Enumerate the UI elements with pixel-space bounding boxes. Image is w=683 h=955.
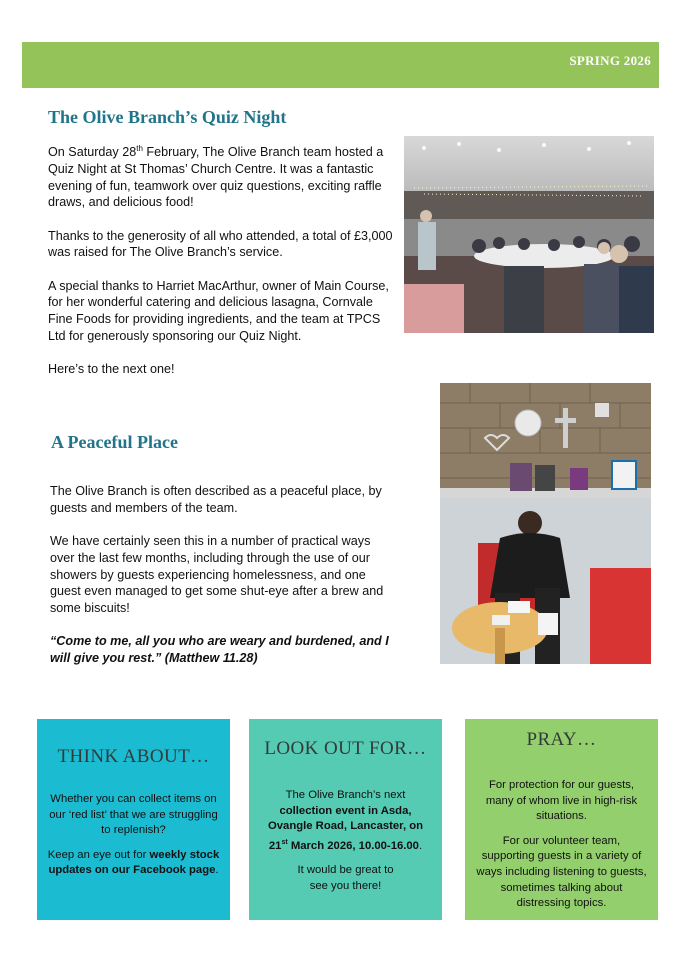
think-about-box	[37, 719, 230, 920]
pray-title: PRAY…	[526, 729, 597, 750]
quiz-paragraph-2: Thanks to the generosity of all who attended, a total of £3,000 was raised for The Olive Branch’s service.	[48, 228, 393, 260]
quiz-paragraph-3: A special thanks to Harriet MacArthur, owner of Main Course, for her wonderful catering and delicious lasagna, Cornvale Fine Foods for providing ingredients, and the team at TPCS Ltd for generously sponsoring our Quiz Night.	[48, 278, 389, 343]
header-bar	[22, 42, 659, 88]
pray-paragraph-1: For protection for our guests, many of whom live in high-risk situations.	[485, 779, 638, 823]
peace-body	[50, 483, 390, 683]
pray-body	[465, 751, 658, 912]
look-out-title: LOOK OUT FOR…	[264, 738, 427, 759]
quiz-paragraph-1: On Saturday 28th February, The Olive Branch team hosted a Quiz Night at St Thomas’ Church Centre. It was a fantastic evening of fun, teamwork over quiz questions, exciting raffle draws, and delicious food!	[48, 144, 384, 210]
peace-quote: “Come to me, all you who are weary and burdened, and I will give you rest.” (Matthew 11.28)	[50, 634, 389, 665]
think-about-paragraph-1: Whether you can collect items on our ‘red list’ that we are struggling to replenish?	[49, 793, 218, 837]
peace-paragraph-2: We have certainly seen this in a number of practical ways over the last few months, including through the use of our showers by guests experiencing homelessness, and one guest even managed to get some shut-eye after a brew and some biscuits!	[50, 534, 384, 615]
season-label: SPRING 2026	[569, 53, 651, 68]
look-out-paragraph-2: It would be great to see you there!	[297, 864, 394, 892]
look-out-paragraph-1: The Olive Branch’s next collection event in Asda, Ovangle Road, Lancaster, on 21st March 2026, 10.00-16.00.	[267, 789, 424, 852]
pray-paragraph-2: For our volunteer team, supporting guests in a variety of ways including listening to guests, sometimes talking about distressing topics.	[476, 834, 647, 910]
quiz-body	[48, 141, 398, 395]
look-out-box	[249, 719, 442, 920]
quiz-title: The Olive Branch’s Quiz Night	[48, 107, 287, 127]
peace-paragraph-1: The Olive Branch is often described as a peaceful place, by guests and members of the team.	[50, 484, 382, 515]
pray-box	[465, 719, 658, 920]
peace-title: A Peaceful Place	[51, 432, 178, 452]
look-out-body	[249, 760, 442, 894]
think-about-paragraph-2: Keep an eye out for weekly stock updates on our Facebook page.	[47, 848, 220, 877]
quiz-night-photo	[404, 136, 654, 333]
quiz-paragraph-4: Here’s to the next one!	[48, 362, 175, 377]
peaceful-place-photo	[440, 383, 651, 664]
think-about-body	[37, 768, 230, 879]
think-about-title: THINK ABOUT…	[57, 746, 210, 767]
